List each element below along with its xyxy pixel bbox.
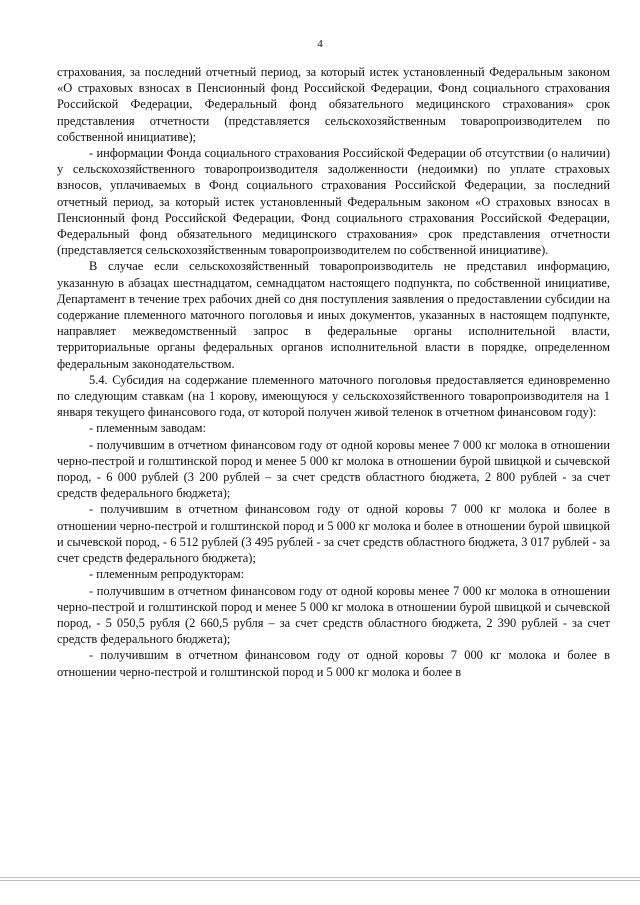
- paragraph: страхования, за последний отчетный период, за который истек установленный Федеральным законом «О страховых взносах в Пенсионный фонд Российской Федерации, Фонд социального страхования Российской Федерации, Федеральный фонд обязательного медицинского страхования» срок представления отчетности (представляется сельскохозяйственным товаропроизводителем по собственной инициативе);: [57, 65, 610, 144]
- footer-rule: [0, 877, 640, 878]
- paragraph: - информации Фонда социального страхования Российской Федерации об отсутствии (о наличии) у сельскохозяйственного товаропроизводителя задолженности (недоимки) по уплате страховых взносов, уплачиваемых в Фонд социального страхования Российской Федерации, за последний отчетный период, за который истек установленный Федеральным законом «О страховых взносах в Пенсионный фонд Российской Федерации, Фонд социального страхования Российской Федерации, Федеральный фонд обязательного медицинского страхования» срок представления отчетности (представляется сельскохозяйственным товаропроизводителем по собственной инициативе).: [57, 146, 610, 258]
- list-item: - получившим в отчетном финансовом году от одной коровы 7 000 кг молока и более в отношении черно-пестрой и голштинской пород и 5 000 кг молока и более в отношении бурой швицкой и сычевской пород, - 6 512 рублей (3 495 рублей - за счет средств областного бюджета, 3 017 рублей - за счет средств федерального бюджета);: [57, 502, 610, 566]
- footer-rule: [0, 880, 640, 881]
- list-item: - получившим в отчетном финансовом году от одной коровы менее 7 000 кг молока в отношении черно-пестрой и голштинской пород и менее 5 000 кг молока в отношении бурой швицкой и сычевской пород, - 5 050,5 рубля (2 660,5 рубля – за счет средств областного бюджета, 2 390 рублей - за счет средств федерального бюджета);: [57, 583, 610, 647]
- page-number: 4: [317, 38, 323, 50]
- list-item: - получившим в отчетном финансовом году от одной коровы 7 000 кг молока и более в отношении черно-пестрой и голштинской пород и 5 000 кг молока и более в: [57, 648, 610, 679]
- document-body: [57, 64, 610, 680]
- list-heading: - племенным заводам:: [89, 421, 206, 436]
- list-heading: - племенным репродукторам:: [89, 567, 245, 582]
- paragraph: 5.4. Субсидия на содержание племенного маточного поголовья предоставляется единовременно по следующим ставкам (на 1 корову, имеющуюся у сельскохозяйственного товаропроизводителя на 1 января текущего финансового года, от которой получен живой теленок в отчетном финансовом году):: [57, 372, 610, 420]
- list-item: - получившим в отчетном финансовом году от одной коровы менее 7 000 кг молока в отношении черно-пестрой и голштинской пород и менее 5 000 кг молока в отношении бурой швицкой и сычевской пород, - 6 000 рублей (3 200 рублей – за счет средств областного бюджета, 2 800 рублей - за счет средств федерального бюджета);: [57, 437, 610, 501]
- paragraph: В случае если сельскохозяйственный товаропроизводитель не представил информацию, указанную в абзацах шестнадцатом, семнадцатом настоящего подпункта, по собственной инициативе, Департамент в течение трех рабочих дней со дня поступления заявления о предоставлении субсидии на содержание племенного маточного поголовья и иных документов, указанных в настоящем подпункте, направляет межведомственный запрос в федеральные органы исполнительной власти, территориальные органы федеральных органов исполнительной власти в порядке, определенном федеральным законодательством.: [57, 259, 610, 371]
